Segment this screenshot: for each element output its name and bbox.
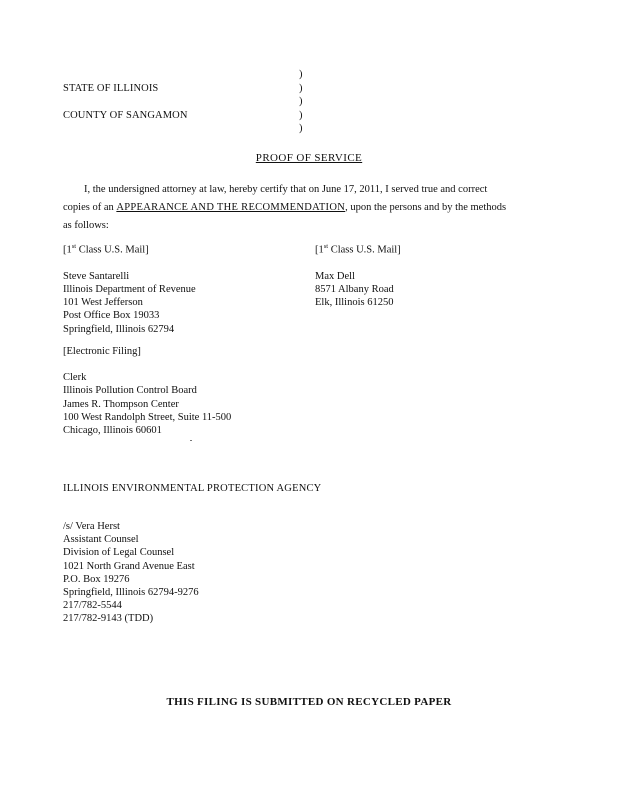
paren-4: ) xyxy=(299,109,303,121)
recipient-line: Illinois Department of Revenue xyxy=(63,283,196,295)
signature-line: Assistant Counsel xyxy=(63,534,139,546)
recipient-line: 101 West Jefferson xyxy=(63,297,143,309)
recipient-line: Chicago, Illinois 60601 xyxy=(63,425,162,437)
recipient-line: 100 West Randolph Street, Suite 11-500 xyxy=(63,411,232,423)
service-method-electronic: [Electronic Filing] xyxy=(63,346,141,357)
recipient-line: 8571 Albany Road xyxy=(315,283,394,295)
recipient-line: Clerk xyxy=(63,372,87,384)
service-method-right: [1st Class U.S. Mail] xyxy=(315,243,401,256)
signature-line: P.O. Box 19276 xyxy=(63,573,130,585)
certification-line-2-end: , upon the persons and by the methods xyxy=(345,202,507,213)
county-label: COUNTY OF SANGAMON xyxy=(63,110,188,121)
signature-line: 1021 North Grand Avenue East xyxy=(63,560,195,572)
stray-mark xyxy=(190,440,192,441)
recycled-paper-notice: THIS FILING IS SUBMITTED ON RECYCLED PAPER xyxy=(166,696,452,708)
signature-line: Division of Legal Counsel xyxy=(63,547,175,559)
service-method-left: [1st Class U.S. Mail] xyxy=(63,243,149,256)
signature-line: /s/ Vera Herst xyxy=(63,521,120,532)
state-label: STATE OF ILLINOIS xyxy=(63,83,159,94)
recipient-line: James R. Thompson Center xyxy=(63,398,179,410)
paren-3: ) xyxy=(299,96,303,107)
paren-1: ) xyxy=(299,69,303,80)
signature-block xyxy=(63,520,199,626)
paren-2: ) xyxy=(299,82,303,94)
recipient-line: Steve Santarelli xyxy=(63,270,130,282)
service-recipient-electronic xyxy=(63,345,231,437)
paren-5: ) xyxy=(299,123,303,134)
certification-paragraph xyxy=(63,181,513,235)
service-recipient-left xyxy=(63,240,196,336)
service-recipient-right xyxy=(315,240,401,309)
document-title: PROOF OF SERVICE xyxy=(255,152,363,164)
recipient-line: Elk, Illinois 61250 xyxy=(315,297,394,309)
signature-line: Springfield, Illinois 62794-9276 xyxy=(63,587,199,599)
signature-line: 217/782-9143 (TDD) xyxy=(63,613,154,625)
recipient-line: Illinois Pollution Control Board xyxy=(63,385,197,397)
recipient-line: Post Office Box 19033 xyxy=(63,310,160,322)
signature-line: 217/782-5544 xyxy=(63,600,122,612)
recipient-line: Springfield, Illinois 62794 xyxy=(63,323,175,335)
certification-line-2-start: copies of an xyxy=(63,202,117,213)
certification-line-3: as follows: xyxy=(63,220,109,231)
certification-line-1: I, the undersigned attorney at law, hereby certify that on June 17, 2011, I served true and correct xyxy=(84,184,488,195)
recipient-line: Max Dell xyxy=(315,270,355,282)
served-document-title: APPEARANCE AND THE RECOMMENDATION xyxy=(116,202,346,213)
caption-parentheses xyxy=(299,68,303,136)
agency-name: ILLINOIS ENVIRONMENTAL PROTECTION AGENCY xyxy=(63,483,322,494)
